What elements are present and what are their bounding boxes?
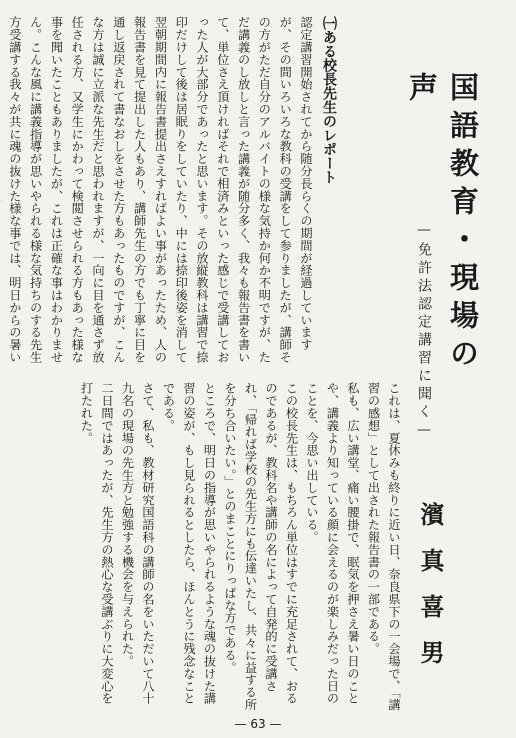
author-name: 濱真喜男 (416, 502, 445, 686)
section-heading: ㈠ある校長先生のレポート (321, 16, 337, 184)
article-title: 国語教育・現場の声 (405, 72, 480, 376)
page-number: — 63 — (234, 717, 282, 731)
article-subtitle: —免許法認定講習に聞く— (416, 222, 432, 442)
body-text: これは、夏休みも終りに近い日、奈良県下の一会場で、「講習の感想」として出された報告書の一部である。 私も、広い講堂、痛い腰掛で、眠気を押さえ暑い日のことや、講義より知っている顔に会えるのが楽しみだった日のことを、今思い出している。 この校長先生は、もちろん単位はすでに充足されて、おるのであるが、教科名や講師の名によって自発的に受講され、「帰れば学校の先生方にも伝達いたし、共々に益する所を分ち合いたい。」とのまことにりっぱな方である。 ところで、明日の指導が思いやられるような魂の抜けた講習の姿が、もし見られるとしたら、ほんとうに残念なことである。 さて、私も、教材研究国語科の講師の名をいただいて八十九名の現場の先生方と勉強する機会を与えられた。 二日間ではあったが、先生方の熱心な受講ぶりに大変心を打たれた。 (79, 382, 401, 711)
report-quote-text: 認定講習開始されてから随分長らくの期間が経過していますが、その間いろいろな教科の受講をして参りましたが、講師その方がただ自分のアルバイトの様な気持か何か不明ですが、ただ講義のし放しと言った講義が随分多く、我々も報告書を書いて、単位さえ頂ければそれで相済みといった感じで受講しておった人が大部分であったと思います。その放縦教科は講習で捺印だけして後は居眠りをしていたり、中には捺印後姿を消して翌朝期間内に報告書提出さえすればよい事があったため、人の報告書を見て提出した人もあり、講師先生の方でも丁寧に目を通し返戻されて書なおしをさせた方もあったものですが、こんな方は誠に立派な先生だと思われますが、一向に目を通さず放任される方、又学生にかわって検閲させられる方もあった様な事を聞いたこともありましたが、これは正確な事はわかりません。こんな風に講義指導が思いやられる様な気持ちのする先生方受講する我々が共に魂の抜けた様な事では、明日からの暑い (7, 16, 313, 364)
report-quote-block (7, 16, 316, 368)
